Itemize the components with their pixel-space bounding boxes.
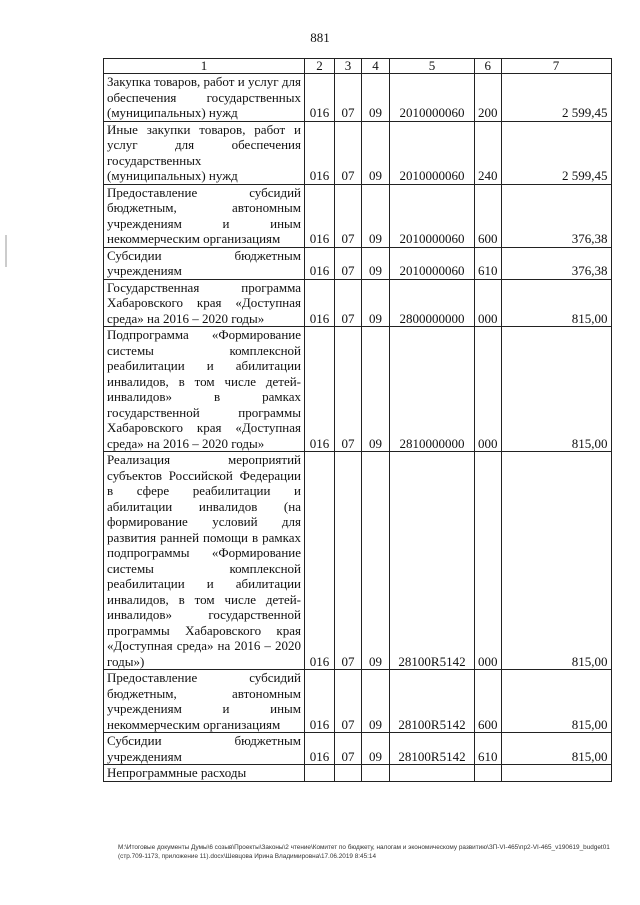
cell-ministry: 016 xyxy=(305,279,335,327)
cell-subsection: 09 xyxy=(362,184,390,247)
cell-subsection: 09 xyxy=(362,452,390,670)
row-description: Субсидии бюджетным учреждениям xyxy=(104,733,305,765)
cell-subsection: 09 xyxy=(362,670,390,733)
cell-amount: 2 599,45 xyxy=(501,121,611,184)
row-description: Реализация мероприятий субъектов Российской Федерации в сфере реабилитации и абилитации инвалидов (на формирование условий для развития ранней помощи в рамках подпрограммы «Формирование системы комплексной реабилитации и абилитации инвалидов, в том числе детей-инвалидов» государственной программы Хабаровского края «Доступная среда» на 2016 – 2020 годы») xyxy=(104,452,305,670)
cell-expense-type: 000 xyxy=(475,452,502,670)
cell-amount: 815,00 xyxy=(501,452,611,670)
cell-section: 07 xyxy=(335,279,362,327)
cell-section: 07 xyxy=(335,327,362,452)
cell-section: 07 xyxy=(335,670,362,733)
cell-section: 07 xyxy=(335,247,362,279)
cell-target-code: 2800000000 xyxy=(390,279,475,327)
table-row xyxy=(104,247,612,279)
header-cell: 7 xyxy=(501,59,611,74)
table-row xyxy=(104,74,612,122)
cell-section xyxy=(335,765,362,782)
file-path-footer: M:\Итоговые документы Думы\6 созыв\Проекты\Законы\2 чтение\Комитет по бюджету, налогам и экономическому развитию\ЗП-VI-465\пр2-VI-465_v190619_budget01 (стр.709-1173, приложение 11).docx\Шевцова Ирина Владимировна\17.06.2019 8:45:14 xyxy=(118,844,610,860)
header-cell: 4 xyxy=(362,59,390,74)
cell-subsection: 09 xyxy=(362,279,390,327)
table-row xyxy=(104,765,612,782)
cell-expense-type xyxy=(475,765,502,782)
cell-subsection: 09 xyxy=(362,733,390,765)
cell-ministry: 016 xyxy=(305,452,335,670)
cell-target-code: 2010000060 xyxy=(390,184,475,247)
header-cell: 6 xyxy=(475,59,502,74)
cell-target-code: 2010000060 xyxy=(390,121,475,184)
margin-mark xyxy=(5,235,7,267)
cell-amount: 815,00 xyxy=(501,733,611,765)
cell-ministry: 016 xyxy=(305,74,335,122)
cell-target-code xyxy=(390,765,475,782)
cell-subsection: 09 xyxy=(362,74,390,122)
table-row xyxy=(104,184,612,247)
cell-amount: 2 599,45 xyxy=(501,74,611,122)
cell-target-code: 28100R5142 xyxy=(390,670,475,733)
cell-amount: 815,00 xyxy=(501,279,611,327)
cell-subsection: 09 xyxy=(362,121,390,184)
cell-ministry: 016 xyxy=(305,247,335,279)
cell-amount: 815,00 xyxy=(501,327,611,452)
header-cell: 2 xyxy=(305,59,335,74)
cell-expense-type: 600 xyxy=(475,184,502,247)
cell-section: 07 xyxy=(335,184,362,247)
cell-ministry: 016 xyxy=(305,327,335,452)
cell-amount: 376,38 xyxy=(501,247,611,279)
cell-target-code: 2010000060 xyxy=(390,247,475,279)
row-description: Закупка товаров, работ и услуг для обеспечения государственных (муниципальных) нужд xyxy=(104,74,305,122)
cell-subsection: 09 xyxy=(362,327,390,452)
header-cell: 5 xyxy=(390,59,475,74)
cell-amount xyxy=(501,765,611,782)
cell-expense-type: 240 xyxy=(475,121,502,184)
header-cell: 3 xyxy=(335,59,362,74)
cell-target-code: 28100R5142 xyxy=(390,452,475,670)
cell-expense-type: 610 xyxy=(475,247,502,279)
cell-section: 07 xyxy=(335,733,362,765)
table-row xyxy=(104,279,612,327)
cell-section: 07 xyxy=(335,74,362,122)
cell-target-code: 28100R5142 xyxy=(390,733,475,765)
table-header-row xyxy=(104,59,612,74)
cell-expense-type: 610 xyxy=(475,733,502,765)
table-row xyxy=(104,121,612,184)
cell-expense-type: 000 xyxy=(475,279,502,327)
cell-section: 07 xyxy=(335,121,362,184)
cell-expense-type: 600 xyxy=(475,670,502,733)
cell-ministry: 016 xyxy=(305,121,335,184)
row-description: Субсидии бюджетным учреждениям xyxy=(104,247,305,279)
page-number: 881 xyxy=(310,30,330,45)
cell-subsection: 09 xyxy=(362,247,390,279)
cell-amount: 376,38 xyxy=(501,184,611,247)
cell-ministry: 016 xyxy=(305,184,335,247)
cell-expense-type: 000 xyxy=(475,327,502,452)
row-description: Иные закупки товаров, работ и услуг для обеспечения государственных (муниципальных) нужд xyxy=(104,121,305,184)
cell-ministry: 016 xyxy=(305,670,335,733)
cell-expense-type: 200 xyxy=(475,74,502,122)
row-description: Предоставление субсидий бюджетным, автономным учреждениям и иным некоммерческим организациям xyxy=(104,670,305,733)
table-row xyxy=(104,670,612,733)
row-description: Предоставление субсидий бюджетным, автономным учреждениям и иным некоммерческим организациям xyxy=(104,184,305,247)
header-cell: 1 xyxy=(104,59,305,74)
budget-table xyxy=(103,58,612,782)
cell-ministry xyxy=(305,765,335,782)
table-row xyxy=(104,733,612,765)
row-description: Непрограммные расходы xyxy=(104,765,305,782)
cell-subsection xyxy=(362,765,390,782)
cell-target-code: 2810000000 xyxy=(390,327,475,452)
table-row xyxy=(104,452,612,670)
cell-target-code: 2010000060 xyxy=(390,74,475,122)
cell-section: 07 xyxy=(335,452,362,670)
cell-amount: 815,00 xyxy=(501,670,611,733)
table-row xyxy=(104,327,612,452)
row-description: Государственная программа Хабаровского края «Доступная среда» на 2016 – 2020 годы» xyxy=(104,279,305,327)
row-description: Подпрограмма «Формирование системы комплексной реабилитации и абилитации инвалидов, в том числе детей-инвалидов» в рамках государственной программы Хабаровского края «Доступная среда» на 2016 – 2020 годы» xyxy=(104,327,305,452)
cell-ministry: 016 xyxy=(305,733,335,765)
